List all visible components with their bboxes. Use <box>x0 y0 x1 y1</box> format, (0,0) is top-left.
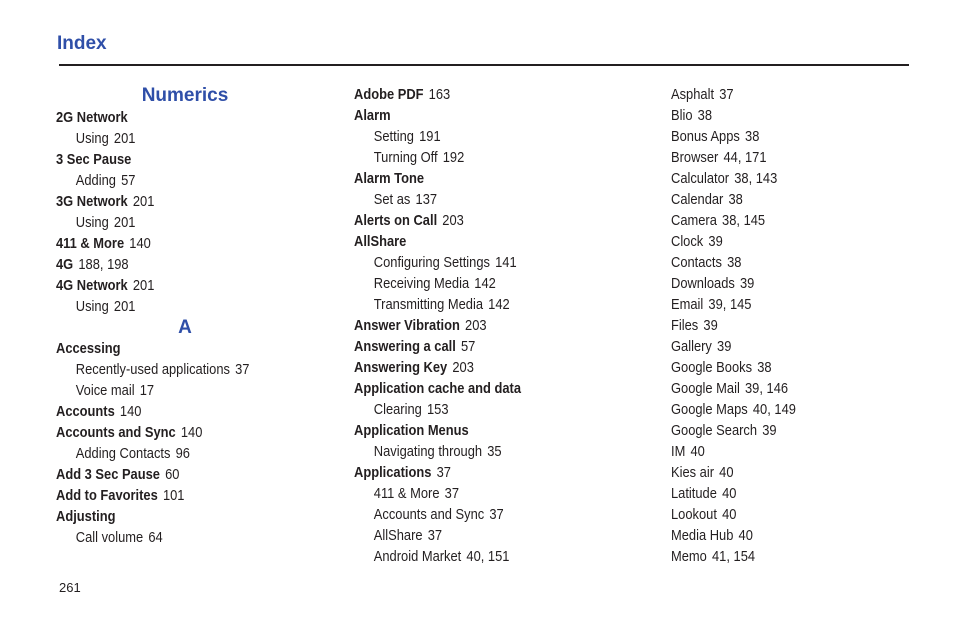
index-term: Accounts <box>56 403 115 420</box>
page-reference: 37 <box>719 86 734 103</box>
index-subentry <box>671 189 912 210</box>
page-reference: 40 <box>719 464 734 481</box>
index-subentry <box>354 189 595 210</box>
page-reference: 192 <box>442 149 465 166</box>
page-reference: 40 <box>722 485 737 502</box>
index-term: Receiving Media <box>373 275 470 292</box>
page-reference: 38 <box>757 359 772 376</box>
index-term: Asphalt <box>671 86 715 103</box>
index-entry <box>56 191 297 212</box>
index-entry <box>56 485 297 506</box>
index-subentry <box>354 399 595 420</box>
page-reference: 40, 151 <box>466 548 510 565</box>
index-subentry <box>354 252 595 273</box>
page-reference: 57 <box>121 172 136 189</box>
index-term: Media Hub <box>671 527 734 544</box>
index-term: 4G Network <box>56 277 128 294</box>
page-reference: 188, 198 <box>78 256 129 273</box>
index-term: Using <box>75 298 109 315</box>
page-reference: 38, 145 <box>722 212 766 229</box>
index-subentry <box>671 252 912 273</box>
index-term: Configuring Settings <box>373 254 490 271</box>
index-term: 3G Network <box>56 193 128 210</box>
index-term: Android Market <box>373 548 462 565</box>
index-subentry <box>56 170 297 191</box>
index-term: Setting <box>373 128 414 145</box>
index-term: Call volume <box>75 529 144 546</box>
index-subentry <box>671 147 912 168</box>
index-subentry <box>671 294 912 315</box>
index-entry <box>354 84 595 105</box>
index-entry <box>56 254 297 275</box>
page-reference: 39 <box>703 317 718 334</box>
index-term: Answering a call <box>354 338 456 355</box>
index-term: AllShare <box>373 527 423 544</box>
index-subentry <box>56 212 297 233</box>
index-term: 4G <box>56 256 74 273</box>
page-reference: 140 <box>119 403 142 420</box>
index-term: Email <box>671 296 704 313</box>
index-term: AllShare <box>354 233 407 250</box>
index-term: Adding Contacts <box>75 445 171 462</box>
index-subentry <box>671 483 912 504</box>
index-term: Accounts and Sync <box>56 424 176 441</box>
index-term: Alerts on Call <box>354 212 438 229</box>
page-reference: 153 <box>426 401 449 418</box>
page-reference: 64 <box>148 529 163 546</box>
page-reference: 141 <box>495 254 517 271</box>
index-entry <box>56 275 297 296</box>
page-reference: 101 <box>162 487 185 504</box>
page-title: Index <box>57 33 107 54</box>
index-subentry <box>671 525 912 546</box>
index-term: Navigating through <box>373 443 483 460</box>
index-subentry <box>56 128 297 149</box>
index-term: 411 & More <box>56 235 125 252</box>
page-reference: 203 <box>465 317 487 334</box>
index-term: Lookout <box>671 506 717 523</box>
index-term: Alarm <box>354 107 391 124</box>
index-term: Accessing <box>56 340 121 357</box>
index-entry <box>56 149 297 170</box>
index-term: Clearing <box>373 401 422 418</box>
index-term: Google Maps <box>671 401 748 418</box>
index-term: Kies air <box>671 464 715 481</box>
index-subentry <box>56 443 297 464</box>
index-subentry <box>354 294 595 315</box>
index-term: Set as <box>373 191 411 208</box>
section-heading: Numerics <box>141 85 229 106</box>
index-term: Google Books <box>671 359 753 376</box>
index-term: Bonus Apps <box>671 128 740 145</box>
index-subentry <box>56 359 297 380</box>
index-entry <box>354 378 595 399</box>
index-term: Application Menus <box>354 422 469 439</box>
page-reference: 140 <box>129 235 151 252</box>
index-subentry <box>354 483 595 504</box>
index-term: Google Mail <box>671 380 740 397</box>
section-heading: A <box>178 317 192 338</box>
index-subentry <box>671 84 912 105</box>
index-term: IM <box>671 443 686 460</box>
index-subentry <box>671 210 912 231</box>
index-subentry <box>671 315 912 336</box>
index-entry <box>354 168 595 189</box>
index-term: Answer Vibration <box>354 317 460 334</box>
index-term: Camera <box>671 212 717 229</box>
page-reference: 39, 145 <box>708 296 752 313</box>
page-reference: 191 <box>419 128 441 145</box>
index-term: Adobe PDF <box>354 86 424 103</box>
page-reference: 40 <box>738 527 753 544</box>
page-reference: 201 <box>132 277 155 294</box>
index-subentry <box>671 357 912 378</box>
index-term: Alarm Tone <box>354 170 425 187</box>
page-reference: 39 <box>717 338 732 355</box>
index-entry <box>354 210 595 231</box>
index-term: Calendar <box>671 191 724 208</box>
page-reference: 37 <box>444 485 460 502</box>
index-subentry <box>56 527 297 548</box>
index-term: Using <box>75 214 109 231</box>
index-term: Files <box>671 317 699 334</box>
index-term: Adjusting <box>56 508 116 525</box>
index-subentry <box>671 336 912 357</box>
index-term: Latitude <box>671 485 717 502</box>
page-reference: 137 <box>415 191 438 208</box>
page-reference: 38 <box>728 191 743 208</box>
page-reference: 44, 171 <box>723 149 767 166</box>
index-entry <box>354 462 595 483</box>
page-reference: 39 <box>708 233 723 250</box>
page-reference: 39 <box>762 422 777 439</box>
index-term: Transmitting Media <box>373 296 483 313</box>
index-subentry <box>671 420 912 441</box>
page-number: 261 <box>59 580 81 595</box>
index-term: Application cache and data <box>354 380 522 397</box>
index-entry <box>56 233 297 254</box>
index-entry <box>354 336 595 357</box>
page-reference: 37 <box>427 527 443 544</box>
index-term: Clock <box>671 233 704 250</box>
index-term: Answering Key <box>354 359 448 376</box>
header-rule <box>59 64 909 66</box>
page-reference: 38 <box>727 254 742 271</box>
page-reference: 35 <box>487 443 502 460</box>
page-reference: 201 <box>132 193 155 210</box>
index-entry <box>56 107 297 128</box>
index-entry <box>56 464 297 485</box>
index-entry <box>354 420 595 441</box>
index-entry <box>56 338 297 359</box>
index-subentry <box>671 546 912 567</box>
index-term: Contacts <box>671 254 722 271</box>
index-term: 3 Sec Pause <box>56 151 132 168</box>
index-term: Adding <box>75 172 116 189</box>
index-term: Add 3 Sec Pause <box>56 466 160 483</box>
index-entry <box>354 105 595 126</box>
page-reference: 163 <box>428 86 451 103</box>
index-term: Gallery <box>671 338 712 355</box>
page-reference: 140 <box>180 424 203 441</box>
index-term: Applications <box>354 464 432 481</box>
page-reference: 201 <box>113 214 136 231</box>
page-reference: 39, 146 <box>745 380 789 397</box>
index-subentry <box>354 546 595 567</box>
page-reference: 38 <box>697 107 713 124</box>
page-reference: 60 <box>165 466 180 483</box>
index-term: Blio <box>671 107 693 124</box>
index-subentry <box>671 504 912 525</box>
page-reference: 203 <box>452 359 474 376</box>
index-column-2 <box>354 84 634 567</box>
index-subentry <box>671 462 912 483</box>
index-subentry <box>671 168 912 189</box>
index-subentry <box>354 504 595 525</box>
index-subentry <box>354 441 595 462</box>
page-reference: 201 <box>113 298 136 315</box>
page-reference: 37 <box>489 506 504 523</box>
page-reference: 38, 143 <box>734 170 778 187</box>
index-term: 411 & More <box>373 485 440 502</box>
index-subentry <box>671 105 912 126</box>
index-subentry <box>671 126 912 147</box>
index-term: Memo <box>671 548 707 565</box>
page-reference: 142 <box>488 296 510 313</box>
index-entry <box>354 357 595 378</box>
page-reference: 203 <box>442 212 464 229</box>
page-reference: 96 <box>175 445 190 462</box>
index-column-1 <box>56 84 336 548</box>
index-subentry <box>354 147 595 168</box>
index-term: Voice mail <box>75 382 135 399</box>
index-term: Downloads <box>671 275 735 292</box>
page-reference: 38 <box>745 128 760 145</box>
page-reference: 40 <box>690 443 705 460</box>
page-reference: 142 <box>474 275 496 292</box>
index-term: 2G Network <box>56 109 128 126</box>
index-entry <box>56 422 297 443</box>
index-subentry <box>671 399 912 420</box>
index-term: Accounts and Sync <box>373 506 485 523</box>
index-subentry <box>56 296 297 317</box>
page-reference: 37 <box>436 464 451 481</box>
index-entry <box>354 315 595 336</box>
page-reference: 57 <box>460 338 476 355</box>
index-term: Google Search <box>671 422 758 439</box>
page-reference: 39 <box>739 275 755 292</box>
index-entry <box>56 506 297 527</box>
index-subentry <box>354 273 595 294</box>
index-column-3 <box>671 84 951 567</box>
index-subentry <box>671 441 912 462</box>
index-term: Using <box>75 130 109 147</box>
index-term: Recently-used applications <box>75 361 230 378</box>
index-subentry <box>354 525 595 546</box>
page-reference: 40 <box>722 506 737 523</box>
page-reference: 17 <box>139 382 155 399</box>
index-subentry <box>671 273 912 294</box>
index-term: Browser <box>671 149 719 166</box>
index-term: Add to Favorites <box>56 487 158 504</box>
index-term: Calculator <box>671 170 730 187</box>
index-entry <box>56 401 297 422</box>
index-subentry <box>671 231 912 252</box>
page-reference: 37 <box>235 361 250 378</box>
index-subentry <box>671 378 912 399</box>
page-reference: 201 <box>113 130 136 147</box>
index-term: Turning Off <box>373 149 438 166</box>
page-reference: 41, 154 <box>712 548 756 565</box>
index-subentry <box>354 126 595 147</box>
page-reference: 40, 149 <box>752 401 796 418</box>
index-subentry <box>56 380 297 401</box>
index-entry <box>354 231 595 252</box>
